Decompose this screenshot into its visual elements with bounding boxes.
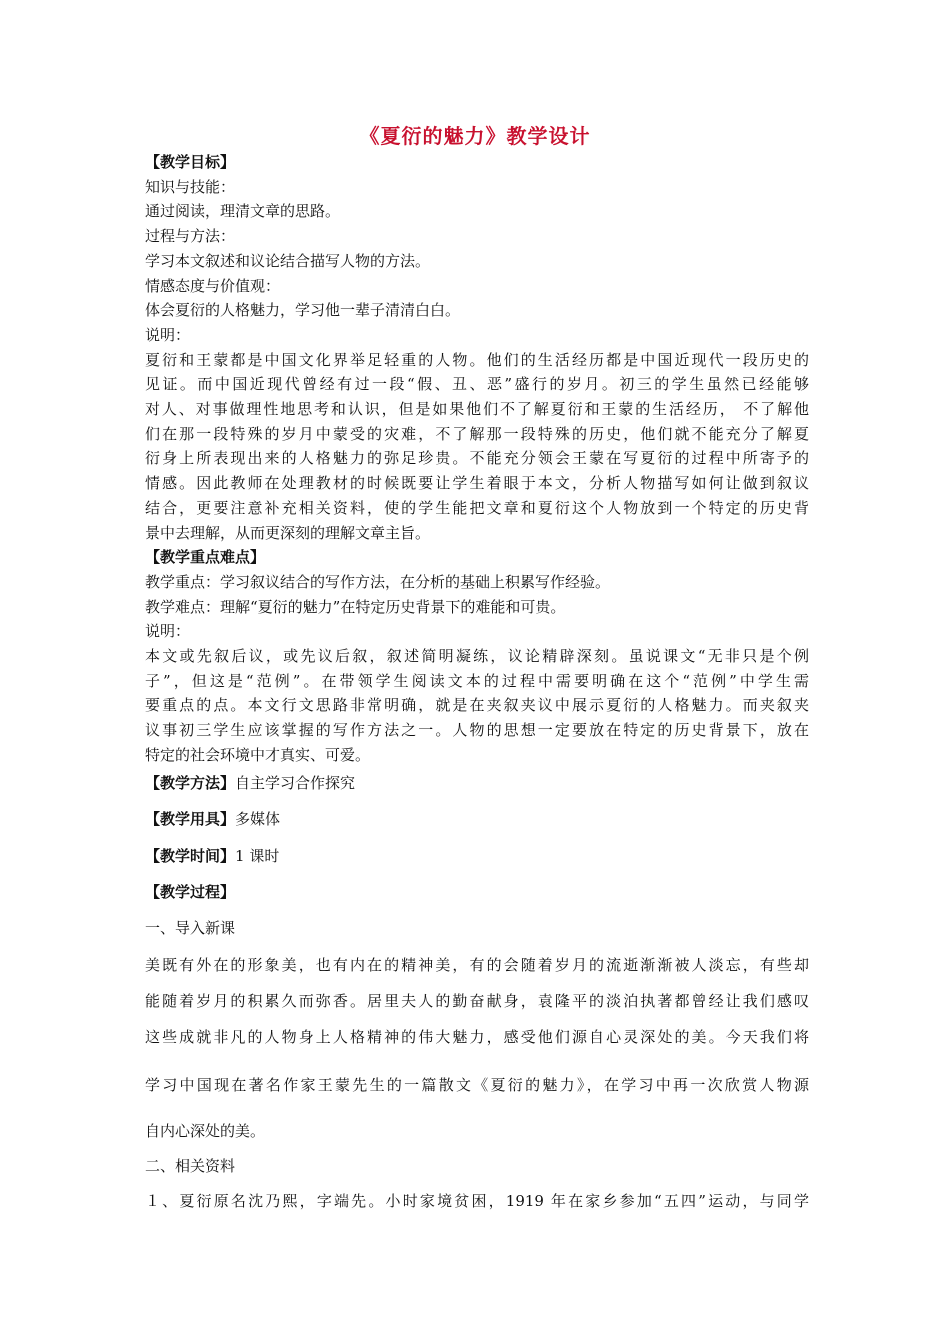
tools-text: 多媒体 [235, 810, 281, 828]
goals-heading: 【教学目标】 [145, 153, 236, 171]
goals-note-line: 情感。因此教师在处理教材的时候既要让学生着眼于本文，分析人物描写如何让做到叙议 [145, 474, 809, 493]
knowledge-text: 通过阅读，理清文章的思路。 [145, 202, 341, 221]
goals-note-line: 结合，更要注意补充相关资料，使的学生能把文章和夏衍这个人物放到一个特定的历史背 [145, 498, 809, 517]
goals-note-line: 夏衍和王蒙都是中国文化界举足轻重的人物。他们的生活经历都是中国近现代一段历史的 [145, 350, 809, 369]
goals-note-line: 衍身上所表现出来的人格魅力的弥足珍贵。不能充分领会王蒙在写夏衍的过程中所寄予的 [145, 449, 809, 468]
difficulty: 教学难点：理解“夏衍的魅力”在特定历史背景下的难能和可贵。 [145, 597, 566, 616]
goals-note-line: 见证。而中国近现代曾经有过一段“假、丑、恶”盛行的岁月。初三的学生虽然已经能够 [145, 375, 809, 394]
emotion-text: 体会夏衍的人格魅力，学习他一辈子清清白白。 [145, 301, 461, 320]
method-text: 自主学习合作探究 [235, 774, 356, 792]
focus-note-line: 子”，但这是“范例”。在带领学生阅读文本的过程中需要明确在这个“范例”中学生需 [145, 671, 809, 690]
time-text: 1 课时 [235, 847, 280, 865]
focus-note-line: 特定的社会环境中才真实、可爱。 [145, 745, 371, 764]
focus-note-line: 要重点的点。本文行文思路非常明确，就是在夹叙夹议中展示夏衍的人格魅力。而夹叙夹 [145, 696, 809, 715]
goals-note-line: 对人、对事做理性地思考和认识，但是如果他们不了解夏衍和王蒙的生活经历， 不了解他 [145, 400, 809, 419]
teaching-goals-section [145, 150, 809, 768]
intro-line: 自内心深处的美。 [145, 1122, 266, 1140]
goals-note-label: 说明： [145, 325, 191, 344]
section-1-title: 一、导入新课 [145, 919, 236, 937]
process-text: 学习本文叙述和议论结合描写人物的方法。 [145, 251, 431, 270]
intro-line: 能随着岁月的积累久而弥香。居里夫人的勤奋献身，袁隆平的淡泊执著都曾经让我们感叹 [145, 992, 809, 1010]
focus-note-label: 说明： [145, 622, 191, 641]
intro-line: 这些成就非凡的人物身上人格精神的伟大魅力，感受他们源自心灵深处的美。今天我们将 [145, 1028, 809, 1046]
tools-row: 【教学用具】多媒体 [145, 810, 281, 828]
section-2-title: 二、相关资料 [145, 1157, 236, 1175]
emotion-label: 情感态度与价值观： [145, 276, 281, 295]
knowledge-label: 知识与技能： [145, 177, 236, 196]
goals-note-line: 们在那一段特殊的岁月中蒙受的灾难，不了解那一段特殊的历史，他们就不能充分了解夏 [145, 424, 809, 443]
method-row: 【教学方法】自主学习合作探究 [145, 774, 356, 792]
process-heading: 【教学过程】 [145, 883, 236, 901]
focus-note-line: 本文或先叙后议，或先议后叙，叙述简明凝练，议论精辟深刻。虽说课文“无非只是个例 [145, 647, 809, 666]
focus-heading: 【教学重点难点】 [145, 548, 266, 567]
intro-line: 学习中国现在著名作家王蒙先生的一篇散文《夏衍的魅力》，在学习中再一次欣赏人物源 [145, 1076, 809, 1094]
document-title: 《夏衍的魅力》教学设计 [359, 124, 591, 148]
key-point: 教学重点：学习叙议结合的写作方法，在分析的基础上积累写作经验。 [145, 572, 611, 591]
focus-note-line: 议事初三学生应该掌握的写作方法之一。人物的思想一定要放在特定的历史背景下，放在 [145, 721, 809, 740]
goals-note-line: 景中去理解，从而更深刻的理解文章主旨。 [145, 523, 431, 542]
process-label: 过程与方法： [145, 227, 236, 246]
time-row: 【教学时间】1 课时 [145, 847, 280, 865]
material-line: １、夏衍原名沈乃熙，字端先。小时家境贫困，1919 年在家乡参加“五四”运动，与同学 [145, 1192, 809, 1210]
intro-line: 美既有外在的形象美，也有内在的精神美，有的会随着岁月的流逝渐渐被人淡忘，有些却 [145, 956, 809, 974]
